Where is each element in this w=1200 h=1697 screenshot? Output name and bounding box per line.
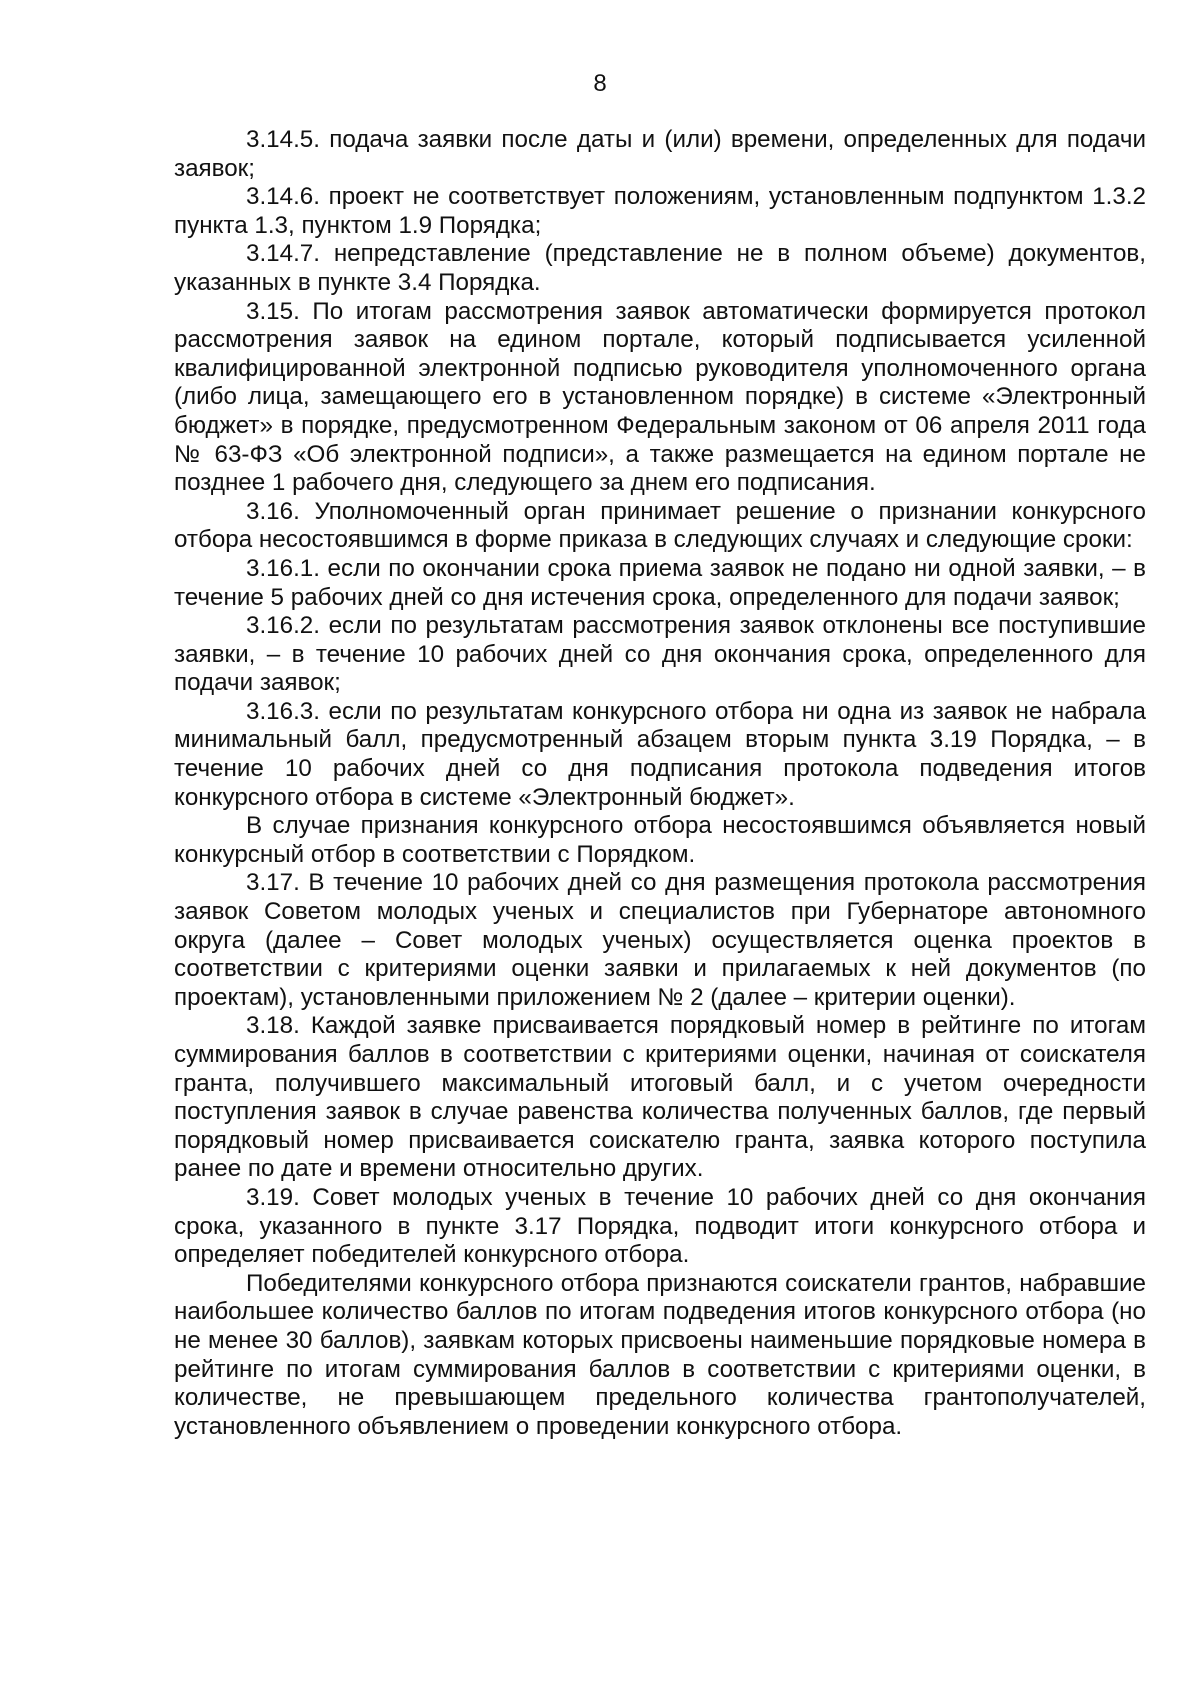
page-number: 8	[593, 70, 607, 97]
paragraph-3-16-3: 3.16.3. если по результатам конкурсного отбора ни одна из заявок не набрала минимальный балл, предусмотренный абзацем вторым пункта 3.19 Порядка, – в течение 10 рабочих дней со дня подписания протокола подведения итогов конкурсного отбора в системе «Электронный бюджет».	[174, 697, 1146, 811]
paragraph-3-14-7: 3.14.7. непредставление (представление не в полном объеме) документов, указанных в пункте 3.4 Порядка.	[174, 240, 1146, 296]
paragraph-3-16-note: В случае признания конкурсного отбора несостоявшимся объявляется новый конкурсный отбор в соответствии с Порядком.	[174, 812, 1146, 868]
paragraph-3-16-2: 3.16.2. если по результатам рассмотрения заявок отклонены все поступившие заявки, – в течение 10 рабочих дней со дня окончания срока, определенного для подачи заявок;	[174, 612, 1146, 697]
paragraph-3-17: 3.17. В течение 10 рабочих дней со дня размещения протокола рассмотрения заявок Советом молодых ученых и специалистов при Губернаторе автономного округа (далее – Совет молодых ученых) осуществляется оценка проектов в соответствии с критериями оценки заявки и прилагаемых к ней документов (по проектам), установленными приложением № 2 (далее – критерии оценки).	[174, 869, 1146, 1011]
paragraph-3-15: 3.15. По итогам рассмотрения заявок автоматически формируется протокол рассмотрения заявок на едином портале, который подписывается усиленной квалифицированной электронной подписью руководителя уполномоченного органа (либо лица, замещающего его в установленном порядке) в системе «Электронный бюджет» в порядке, предусмотренном Федеральным законом от 06 апреля 2011 года № 63-ФЗ «Об электронной подписи», а также размещается на едином портале не позднее 1 рабочего дня, следующего за днем его подписания.	[174, 297, 1146, 497]
paragraph-3-18: 3.18. Каждой заявке присваивается порядковый номер в рейтинге по итогам суммирования баллов в соответствии с критериями оценки, начиная от соискателя гранта, получившего максимальный итоговый балл, и с учетом очередности поступления заявок в случае равенства количества полученных баллов, где первый порядковый номер присваивается соискателю гранта, заявка которого поступила ранее по дате и времени относительно других.	[174, 1012, 1146, 1183]
paragraph-3-19-winners: Победителями конкурсного отбора признаются соискатели грантов, набравшие наибольшее количество баллов по итогам подведения итогов конкурсного отбора (но не менее 30 баллов), заявкам которых присвоены наименьшие порядковые номера в рейтинге по итогам суммирования баллов в соответствии с критериями оценки, в количестве, не превышающем предельного количества грантополучателей, установленного объявлением о проведении конкурсного отбора.	[174, 1269, 1146, 1440]
paragraph-3-14-5: 3.14.5. подача заявки после даты и (или) времени, определенных для подачи заявок;	[174, 126, 1146, 182]
paragraph-3-14-6: 3.14.6. проект не соответствует положениям, установленным подпунктом 1.3.2 пункта 1.3, пунктом 1.9 Порядка;	[174, 183, 1146, 239]
document-body	[174, 126, 1146, 1441]
paragraph-3-19: 3.19. Совет молодых ученых в течение 10 рабочих дней со дня окончания срока, указанного в пункте 3.17 Порядка, подводит итоги конкурсного отбора и определяет победителей конкурсного отбора.	[174, 1183, 1146, 1269]
paragraph-3-16-1: 3.16.1. если по окончании срока приема заявок не подано ни одной заявки, – в течение 5 рабочих дней со дня истечения срока, определенного для подачи заявок;	[174, 554, 1146, 611]
paragraph-3-16: 3.16. Уполномоченный орган принимает решение о признании конкурсного отбора несостоявшимся в форме приказа в следующих случаях и следующие сроки:	[174, 497, 1146, 554]
